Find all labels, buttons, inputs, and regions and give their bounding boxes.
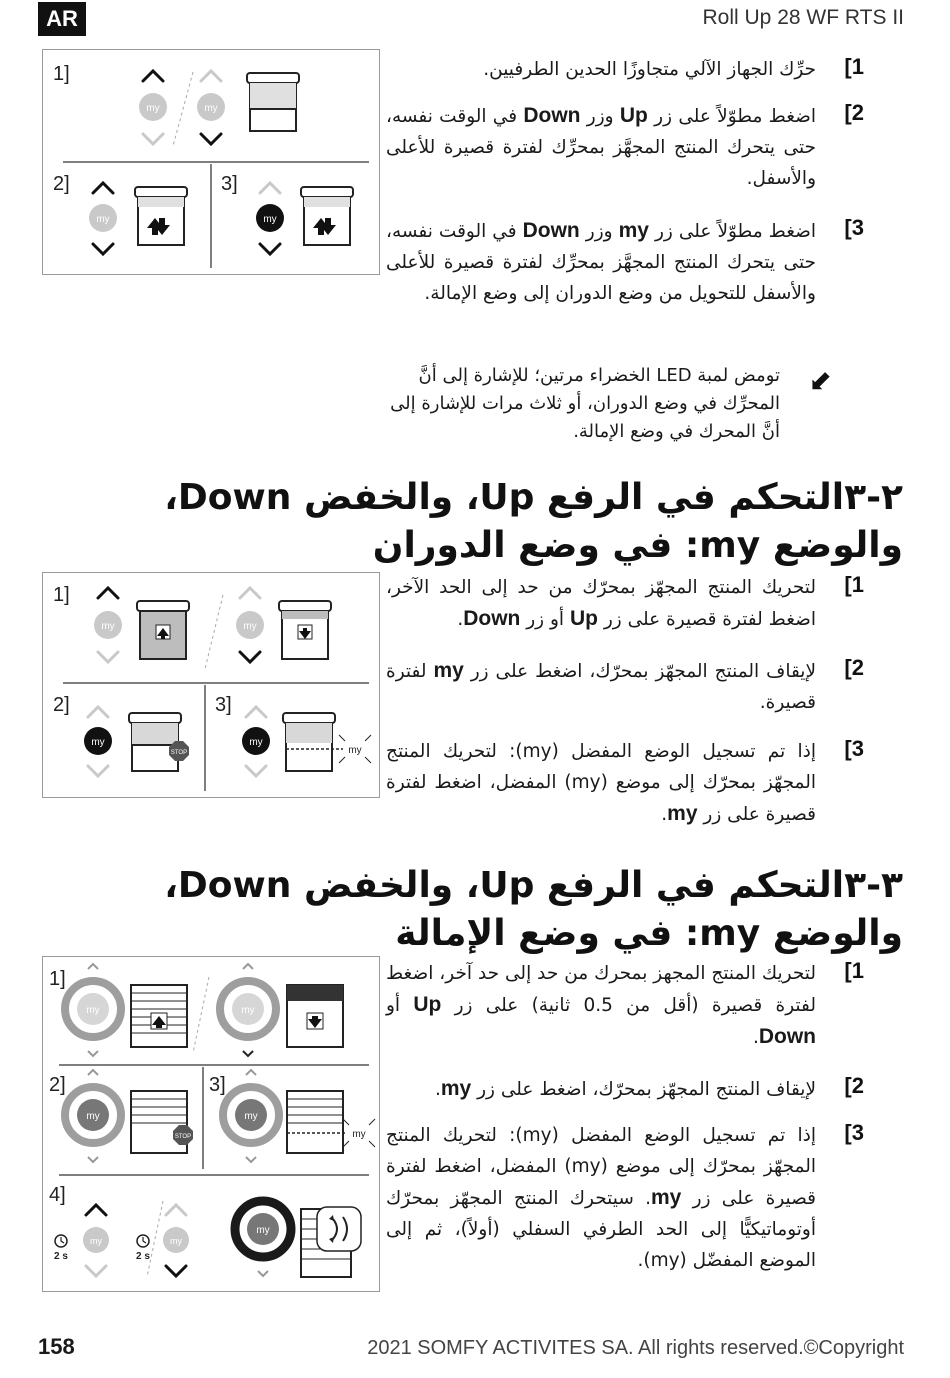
chevron-down-icon — [258, 1271, 268, 1276]
svg-text:my: my — [352, 1129, 366, 1140]
chevron-down-icon — [88, 1157, 98, 1162]
shade-icon — [301, 187, 353, 245]
chevron-down-icon — [143, 134, 163, 144]
venetian-shade-icon — [287, 985, 343, 1047]
remote-down-hold — [136, 1205, 189, 1276]
wheel-remote — [235, 1201, 291, 1276]
chevron-down-icon — [86, 1266, 106, 1276]
section-heading-2: ٢-٣التحكم في الرفع Up، والخفض Down، والوضع my: في وضع الدوران — [164, 477, 903, 566]
svg-text:my: my — [86, 1005, 100, 1016]
figure-label-4: 4] — [49, 1184, 66, 1206]
wheel-remote — [223, 1070, 279, 1162]
remote-down-my — [197, 71, 225, 144]
step-number: 3] — [844, 736, 864, 761]
chevron-down-icon — [260, 244, 280, 254]
language-badge: AR — [38, 2, 86, 36]
page-number: 158 — [38, 1334, 75, 1359]
section2-step-1: 1] لتحريك المنتج المجهّز بمحرّك من حد إلى الحد الآخر، اضغط لفترة قصيرة على زر Up أو زر Down. — [386, 572, 864, 630]
wheel-remote — [65, 1070, 121, 1162]
remote-my — [84, 707, 112, 776]
shade-icon — [135, 187, 187, 245]
section3-step-3: 3] إذا تم تسجيل الوضع المفضل (my): لتحريك المنتج المجهّز بمحرّك إلى موضع (my) المفضل، اضغط لفترة قصيرة على زر my. سيتحرك المنتج المجهّز بمحرّك أوتوماتيكيًّا إلى الحد الطرفي السفلي (أولاً)، ثم إلى الموضع المفضّل (my). — [386, 1120, 864, 1271]
chevron-down-icon — [93, 244, 113, 254]
svg-text:my: my — [241, 1005, 255, 1016]
figure-label-1: 1] — [53, 63, 70, 85]
svg-text:my: my — [348, 745, 362, 756]
step-2: 2] اضغط مطوّلاً على زر Up وزر Down في الوقت نفسه، حتى يتحرك المنتج المجهَّز بمحرِّك لفترة قصيرة للأعلى والأسفل. — [386, 100, 864, 189]
section3-step-2: 2] لإيقاف المنتج المجهّز بمحرّك، اضغط على زر my. — [434, 1073, 864, 1100]
figure-label-3: 3] — [215, 694, 232, 716]
chevron-down-icon — [240, 652, 260, 662]
chevron-up-icon — [88, 1070, 98, 1075]
step-3: 3] اضغط مطوّلاً على زر my وزر Down في الوقت نفسه، حتى يتحرك المنتج المجهَّز بمحرِّك لفترة قصيرة للأعلى والأسفل للتحويل من وضع الدوران إلى وضع الإمالة. — [386, 215, 864, 304]
figure-tilt-mode — [42, 956, 380, 1292]
step-1: 1] حرِّك الجهاز الآلي متجاوزًا الحدين الطرفيين. — [483, 54, 864, 80]
figure-label-2: 2] — [53, 694, 70, 716]
copyright: 2021 SOMFY ACTIVITES SA. All rights reserved.©Copyright — [367, 1337, 904, 1359]
chevron-up-icon — [260, 183, 280, 193]
svg-text:my: my — [263, 214, 277, 225]
step-number: 2] — [844, 1073, 864, 1098]
remote-up-my — [139, 71, 167, 144]
chevron-down-icon — [246, 1157, 256, 1162]
step-number: 1] — [844, 958, 864, 983]
remote-updown — [89, 183, 117, 254]
svg-text:my: my — [170, 1236, 182, 1246]
svg-text:my: my — [101, 621, 115, 632]
svg-text:my: my — [91, 737, 105, 748]
chevron-up-icon — [201, 71, 221, 81]
chevron-up-icon — [246, 707, 266, 717]
step-number: 3] — [844, 1120, 864, 1145]
svg-text:my: my — [243, 621, 257, 632]
chevron-up-icon — [240, 588, 260, 598]
svg-text:2 s: 2 s — [54, 1251, 68, 1262]
svg-text:my: my — [256, 1225, 270, 1236]
section3-step-1: 1] لتحريك المنتج المجهز بمحرك من حد إلى حد آخر، اضغط لفترة قصيرة (أقل من 0.5 ثانية) على زر Up أو Down. — [386, 958, 864, 1048]
venetian-shade-icon — [301, 1207, 361, 1277]
step-number: 1] — [844, 54, 864, 79]
chevron-up-icon — [98, 588, 118, 598]
section2-step-2: 2] لإيقاف المنتج المجهّز بمحرّك، اضغط على زر my لفترة قصيرة. — [386, 655, 864, 713]
svg-text:my: my — [244, 1111, 258, 1122]
figure-label-2: 2] — [53, 173, 70, 195]
note-arrow-icon: ⬋ — [808, 364, 832, 397]
remote-up-hold — [54, 1205, 109, 1276]
chevron-down-icon — [88, 1051, 98, 1056]
note: ⬋ تومض لمبة LED الخضراء مرتين؛ للإشارة إلى أنَّ المحرِّك في وضع الدوران، أو ثلاث مرات للإشارة إلى أنَّ المحرك في وضع الإمالة. — [390, 364, 832, 442]
figure-calibration — [42, 49, 380, 275]
led-blink-icon — [343, 1119, 375, 1147]
chevron-down-icon — [246, 766, 266, 776]
svg-text:my: my — [90, 1236, 102, 1246]
chevron-down-icon — [98, 652, 118, 662]
svg-text:STOP: STOP — [174, 1134, 192, 1140]
venetian-shade-icon — [131, 985, 187, 1047]
section2-step-3: 3] إذا تم تسجيل الوضع المفضل (my): لتحريك المنتج المجهّز بمحرّك إلى موضع (my) المفضل، اضغط لفترة قصيرة على زر my. — [386, 736, 864, 825]
chevron-up-icon — [86, 1205, 106, 1215]
step-number: 2] — [844, 655, 864, 680]
figure-label-3: 3] — [209, 1074, 226, 1096]
chevron-down-icon — [88, 766, 108, 776]
shade-icon — [137, 601, 189, 659]
shade-icon — [247, 73, 299, 131]
shade-icon — [283, 713, 343, 771]
figure-roll-mode — [42, 572, 380, 798]
chevron-up-icon — [93, 183, 113, 193]
shade-icon — [129, 713, 189, 771]
chevron-down-icon — [201, 134, 221, 144]
figure-label-3: 3] — [221, 173, 238, 195]
chevron-down-icon — [243, 1051, 253, 1056]
chevron-up-icon — [88, 964, 98, 969]
figure-label-1: 1] — [53, 584, 70, 606]
chevron-up-icon — [166, 1205, 186, 1215]
step-number: 3] — [844, 215, 864, 240]
chevron-up-icon — [88, 707, 108, 717]
remote-down — [236, 588, 264, 662]
wheel-remote — [65, 964, 121, 1056]
remote-my-down — [256, 183, 284, 254]
chevron-up-icon — [143, 71, 163, 81]
model-name: Roll Up 28 WF RTS II — [702, 6, 904, 29]
led-blink-icon — [339, 735, 371, 763]
remote-up — [94, 588, 122, 662]
venetian-shade-icon — [287, 1091, 345, 1153]
svg-text:STOP: STOP — [170, 750, 188, 756]
remote-my — [242, 707, 270, 776]
wheel-remote — [220, 964, 276, 1056]
section-heading-3: ٣-٣التحكم في الرفع Up، والخفض Down، والوضع my: في وضع الإمالة — [164, 865, 903, 954]
svg-text:2 s: 2 s — [136, 1251, 150, 1262]
step-number: 1] — [844, 572, 864, 597]
shade-icon — [279, 601, 331, 659]
svg-text:my: my — [249, 737, 263, 748]
figure-label-1: 1] — [49, 968, 66, 990]
figure-label-2: 2] — [49, 1074, 66, 1096]
venetian-shade-icon — [131, 1091, 193, 1153]
chevron-up-icon — [246, 1070, 256, 1075]
svg-text:my: my — [146, 103, 160, 114]
chevron-down-icon — [166, 1266, 186, 1276]
chevron-up-icon — [243, 964, 253, 969]
svg-text:my: my — [86, 1111, 100, 1122]
step-number: 2] — [844, 100, 864, 125]
svg-text:my: my — [204, 103, 218, 114]
svg-text:my: my — [96, 214, 110, 225]
